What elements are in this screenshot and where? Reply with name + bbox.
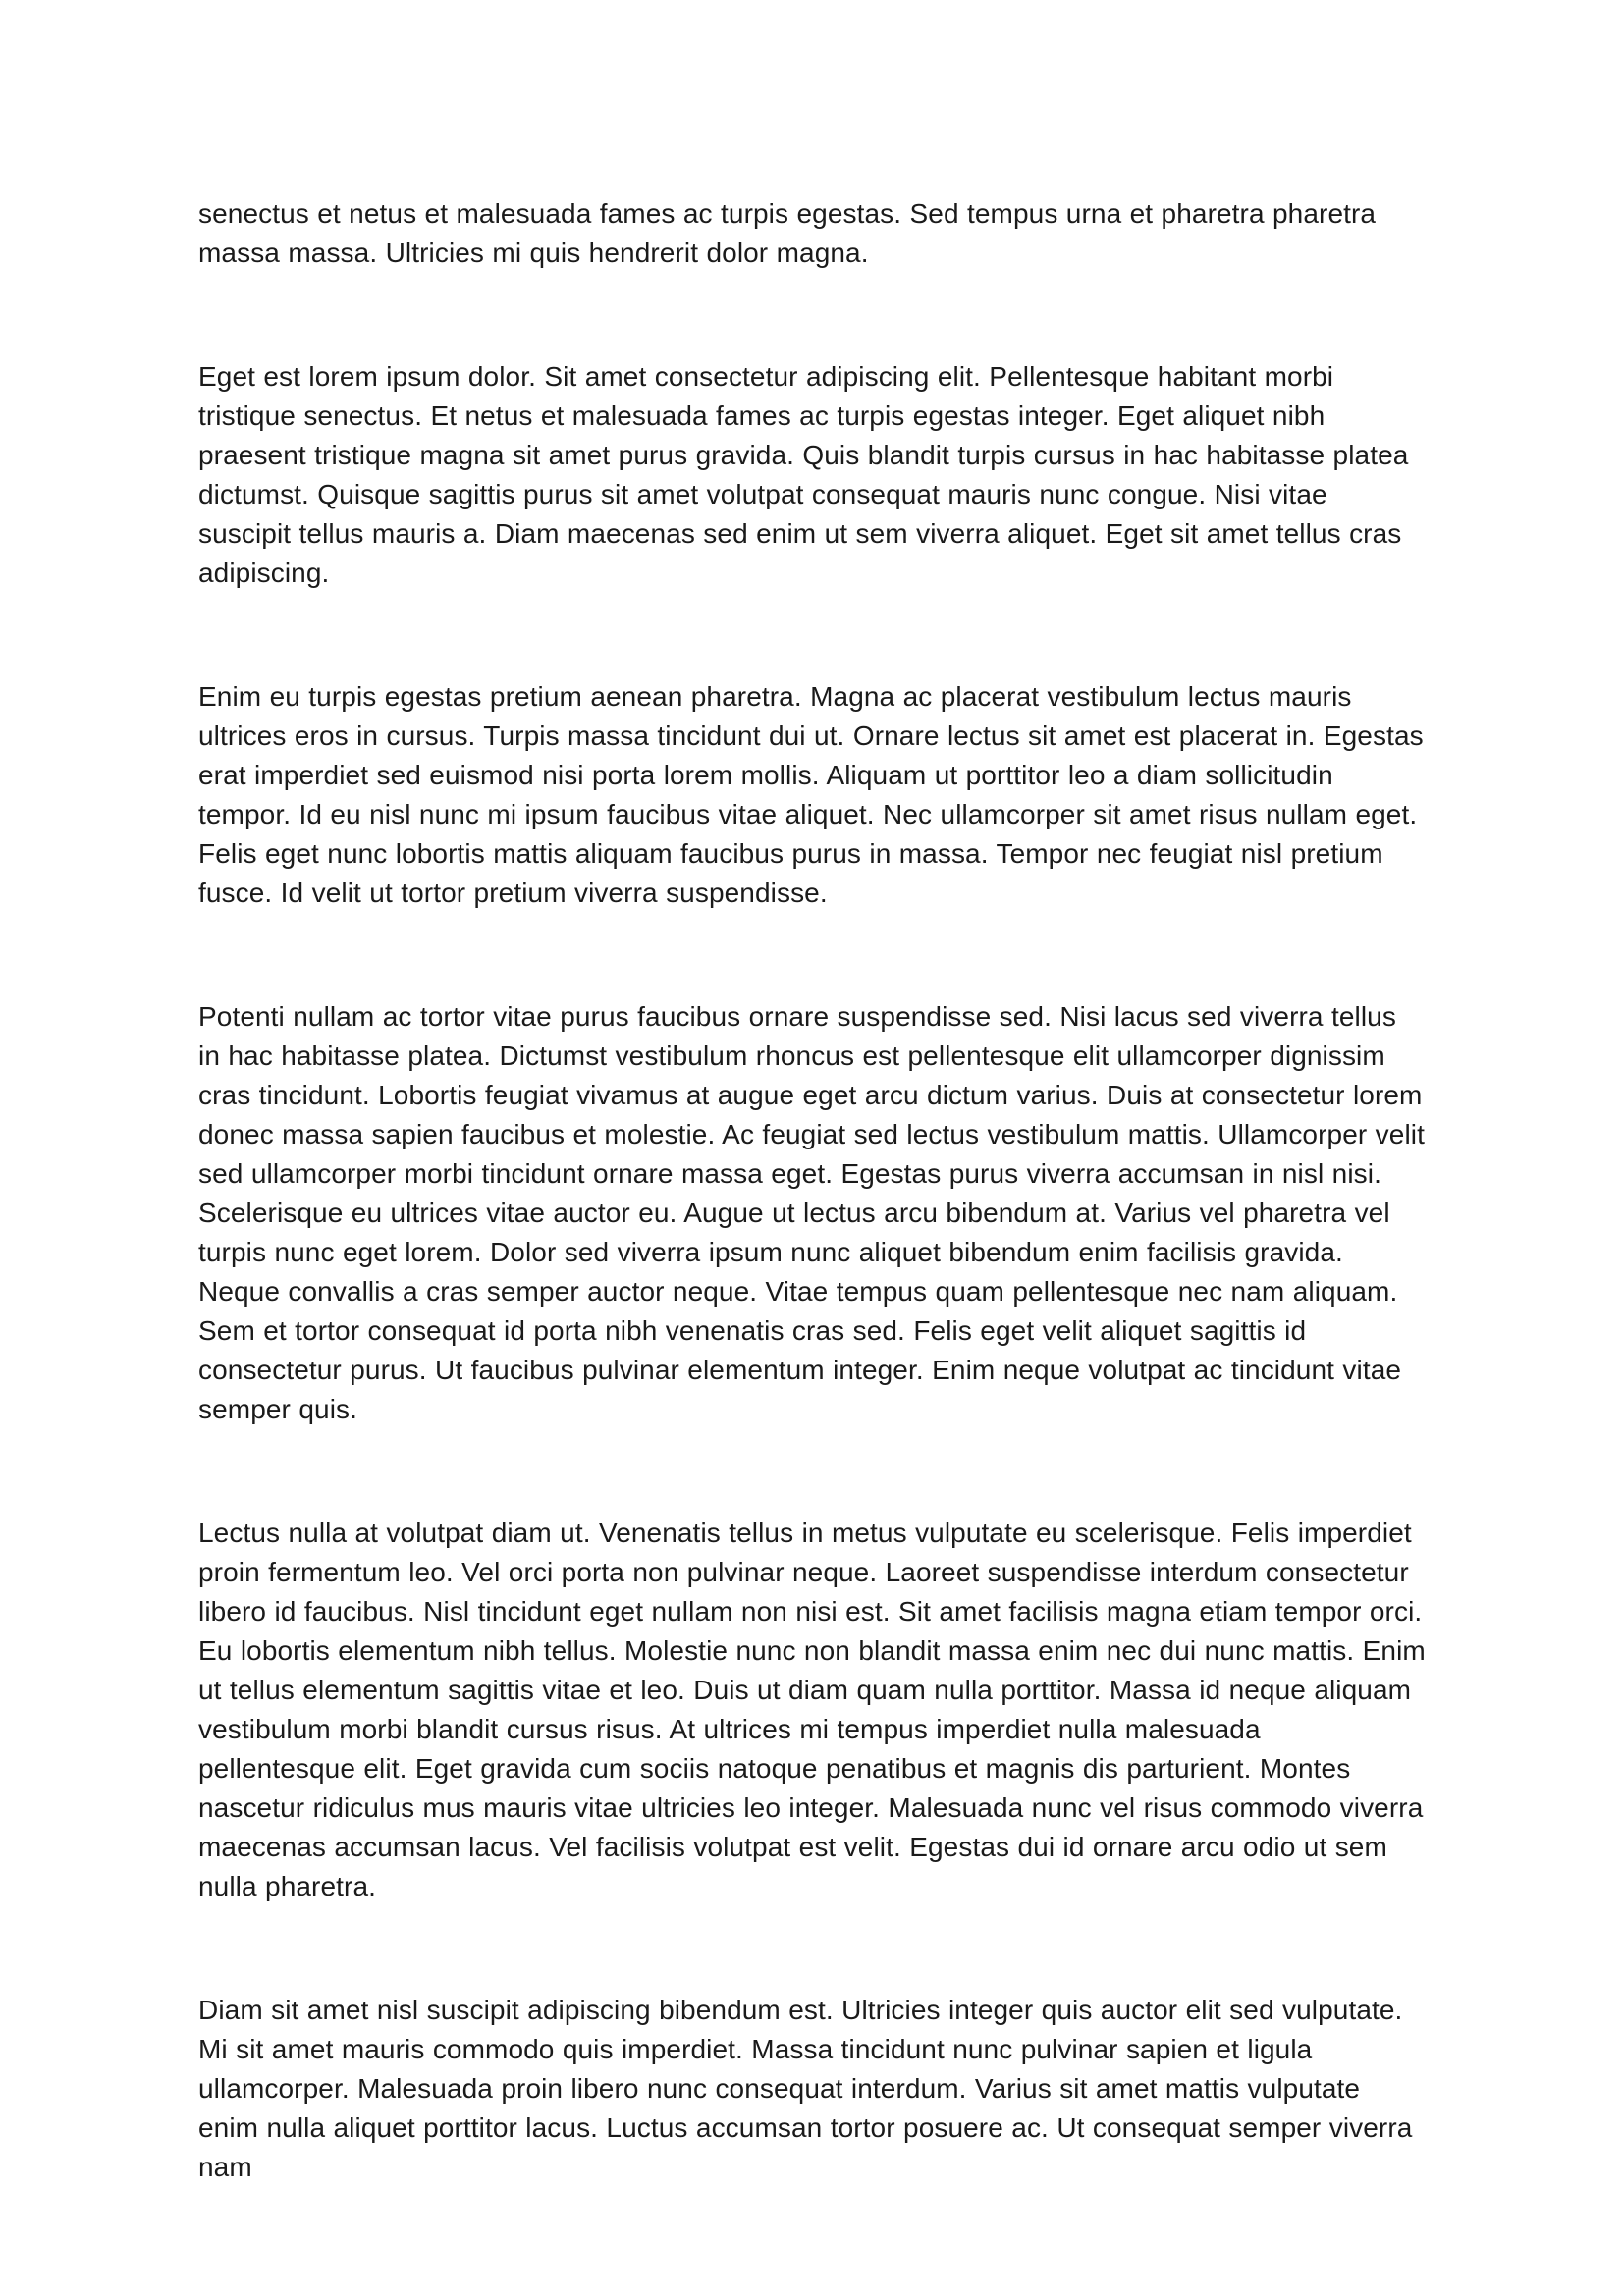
paragraph: senectus et netus et malesuada fames ac turpis egestas. Sed tempus urna et pharetra pharetra massa massa. Ultricies mi quis hendrerit dolor magna. (198, 198, 1377, 268)
paragraph: Enim eu turpis egestas pretium aenean pharetra. Magna ac placerat vestibulum lectus mauris ultrices eros in cursus. Turpis massa tincidunt dui ut. Ornare lectus sit amet est placerat in. Egestas erat imperdiet sed euismod nisi porta lorem mollis. Aliquam ut porttitor leo a diam sollicitudin tempor. Id eu nisl nunc mi ipsum faucibus vitae aliquet. Nec ullamcorper sit amet risus nullam eget. Felis eget nunc lobortis mattis aliquam faucibus purus in massa. Tempor nec feugiat nisl pretium fusce. Id velit ut tortor pretium viverra suspendisse. (198, 681, 1424, 908)
paragraph: Diam sit amet nisl suscipit adipiscing bibendum est. Ultricies integer quis auctor elit sed vulputate. Mi sit amet mauris commodo quis imperdiet. Massa tincidunt nunc pulvinar sapien et ligula ullamcorper. Malesuada proin libero nunc consequat interdum. Varius sit amet mattis vulputate enim nulla aliquet porttitor lacus. Luctus accumsan tortor posuere ac. Ut consequat semper viverra nam (198, 1995, 1413, 2182)
paragraph: Lectus nulla at volutpat diam ut. Venenatis tellus in metus vulputate eu scelerisque. Felis imperdiet proin fermentum leo. Vel orci porta non pulvinar neque. Laoreet suspendisse interdum consectetur libero id faucibus. Nisl tincidunt eget nullam non nisi est. Sit amet facilisis magna etiam tempor orci. Eu lobortis elementum nibh tellus. Molestie nunc non blandit massa enim nec dui nunc mattis. Enim ut tellus elementum sagittis vitae et leo. Duis ut diam quam nulla porttitor. Massa id neque aliquam vestibulum morbi blandit cursus risus. At ultrices mi tempus imperdiet nulla malesuada pellentesque elit. Eget gravida cum sociis natoque penatibus et magnis dis parturient. Montes nascetur ridiculus mus mauris vitae ultricies leo integer. Malesuada nunc vel risus commodo viverra maecenas accumsan lacus. Vel facilisis volutpat est velit. Egestas dui id ornare arcu odio ut sem nulla pharetra. (198, 1518, 1426, 1901)
text-body (198, 194, 1426, 2187)
paragraph: Potenti nullam ac tortor vitae purus faucibus ornare suspendisse sed. Nisi lacus sed viverra tellus in hac habitasse platea. Dictumst vestibulum rhoncus est pellentesque elit ullamcorper dignissim cras tincidunt. Lobortis feugiat vivamus at augue eget arcu dictum varius. Duis at consectetur lorem donec massa sapien faucibus et molestie. Ac feugiat sed lectus vestibulum mattis. Ullamcorper velit sed ullamcorper morbi tincidunt ornare massa eget. Egestas purus viverra accumsan in nisl nisi. Scelerisque eu ultrices vitae auctor eu. Augue ut lectus arcu bibendum at. Varius vel pharetra vel turpis nunc eget lorem. Dolor sed viverra ipsum nunc aliquet bibendum enim facilisis gravida. Neque convallis a cras semper auctor neque. Vitae tempus quam pellentesque nec nam aliquam. Sem et tortor consequat id porta nibh venenatis cras sed. Felis eget velit aliquet sagittis id consectetur purus. Ut faucibus pulvinar elementum integer. Enim neque volutpat ac tincidunt vitae semper quis. (198, 1001, 1425, 1424)
paragraph: Eget est lorem ipsum dolor. Sit amet consectetur adipiscing elit. Pellentesque habitant morbi tristique senectus. Et netus et malesuada fames ac turpis egestas integer. Eget aliquet nibh praesent tristique magna sit amet purus gravida. Quis blandit turpis cursus in hac habitasse platea dictumst. Quisque sagittis purus sit amet volutpat consequat mauris nunc congue. Nisi vitae suscipit tellus mauris a. Diam maecenas sed enim ut sem viverra aliquet. Eget sit amet tellus cras adipiscing. (198, 361, 1409, 588)
